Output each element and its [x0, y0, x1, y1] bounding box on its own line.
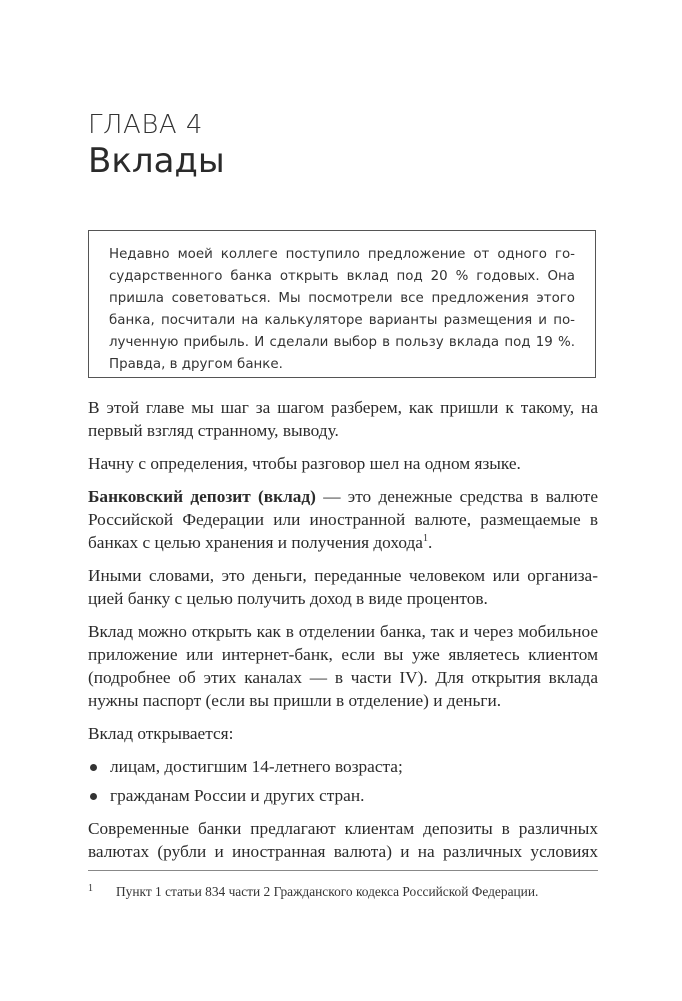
paragraph-modern-banks: Современные банки предлагают клиентам депозиты в различных валютах (рубли и иностранная валюта) и на различных условиях: [88, 819, 598, 861]
definition-end: .: [427, 533, 433, 552]
list-item-text: гражданам России и других стран.: [110, 786, 365, 805]
definition-term: Банковский депозит (вклад): [88, 487, 316, 506]
chapter-label: ГЛАВА 4: [88, 110, 203, 140]
paragraph-definition-lead: Начну с определения, чтобы разговор шел на одном языке.: [88, 454, 521, 473]
intro-callout-box: [88, 230, 596, 378]
paragraph-intro: В этой главе мы шаг за шагом разберем, как пришли к такому, на первый взгляд странному, выводу.: [88, 398, 598, 440]
bullet-icon: [90, 793, 97, 800]
paragraph-how-to-open: Вклад можно открыть как в отделении банка, так и через мобильное приложение или интернет-банк, если вы уже являетесь клиентом (подробнее об этих каналах — в части IV). Для открытия вклада нужны паспорт (если вы пришли в отделение) и деньги.: [88, 622, 598, 710]
eligibility-list: [88, 755, 598, 807]
footnote-number: 1: [88, 883, 93, 894]
chapter-title: Вклады: [88, 141, 225, 181]
list-item-text: лицам, достигшим 14-летнего возраста;: [110, 757, 403, 776]
list-item: [88, 784, 598, 807]
paragraph-opened-for: Вклад открывается:: [88, 724, 234, 743]
footnote-divider: [88, 870, 598, 871]
list-item: [88, 755, 598, 778]
chapter-body: [88, 396, 598, 873]
paragraph-in-other-words: Иными словами, это деньги, переданные человеком или организацией банку с целью получить доход в виде процентов.: [88, 566, 598, 608]
bullet-icon: [90, 764, 97, 771]
footnote: [88, 882, 598, 901]
definition-text: — это денежные средства в валюте Российской Федерации или иностранной валюте, размещаемые в банках с целью хранения и получения дохода: [88, 487, 599, 552]
callout-text: Недавно моей коллеге поступило предложение от одного государственного банка открыть вклад под 20 % годовых. Она пришла советоваться. Мы посмотрели все предложения этого банка, посчитали на калькуляторе варианты размещения и полученную прибыль. И сделали выбор в пользу вклада под 19 %. Правда, в другом банке.: [109, 247, 575, 372]
footnote-reference: 1: [422, 533, 428, 545]
paragraph-definition: [88, 485, 598, 554]
footnote-text: Пункт 1 статьи 834 части 2 Гражданского кодекса Российской Федерации.: [116, 884, 539, 899]
